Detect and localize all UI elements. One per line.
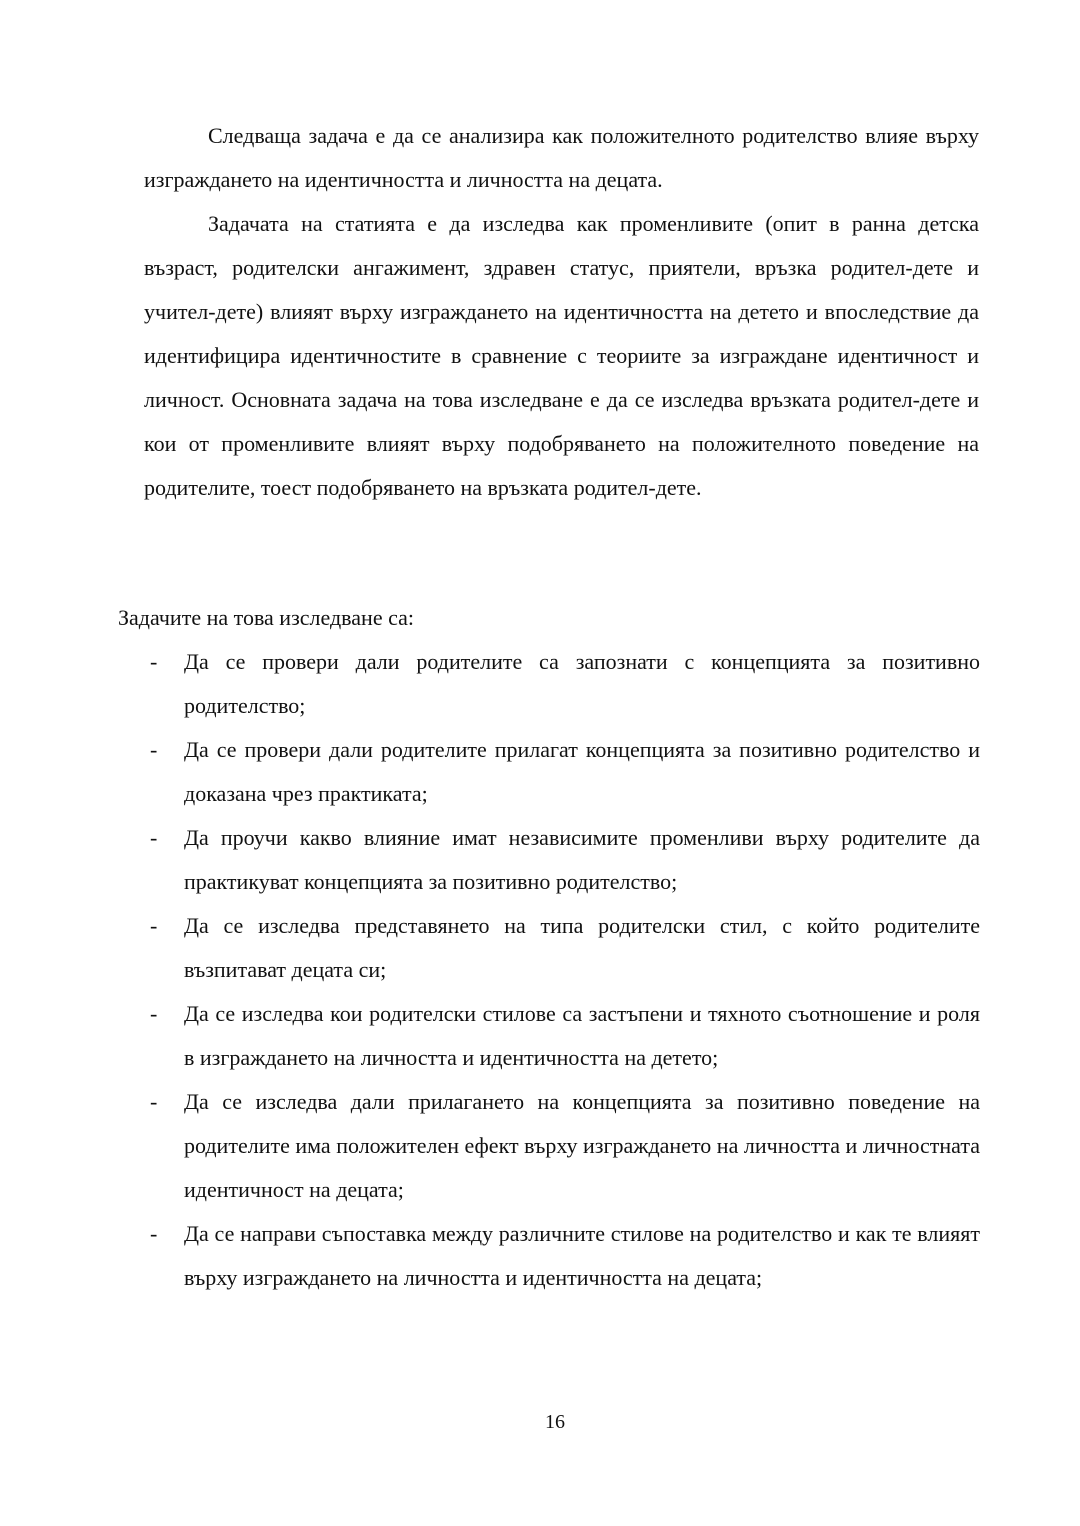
dash-bullet: - bbox=[150, 913, 158, 938]
list-item bbox=[150, 728, 980, 816]
list-item-text: Да се провери дали родителите са запознати с концепцията за позитивно родителство; bbox=[184, 649, 980, 718]
list-item-text: Да се изследва дали прилагането на концепцията за позитивно поведение на родителите има положителен ефект върху изграждането на личността и личностната идентичност на децата; bbox=[184, 1089, 980, 1202]
dash-bullet: - bbox=[150, 1221, 158, 1246]
dash-bullet: - bbox=[150, 1089, 158, 1114]
paragraph-article-task: Задачата на статията е да изследва как променливите (опит в ранна детска възраст, родителски ангажимент, здравен статус, приятели, връзка родител-дете и учител-дете) влияят върху изграждането на идентичността на детето и впоследствие да идентифицира идентичностите в сравнение с теориите за изграждане идентичност и личност. Основната задача на това изследване е да се изследва връзката родител-дете и кои от променливите влияят върху подобряването на положителното поведение на родителите, тоест подобряването на връзката родител-дете. bbox=[144, 211, 979, 500]
list-item bbox=[150, 1080, 980, 1212]
tasks-heading: Задачите на това изследване са: bbox=[118, 605, 414, 630]
list-item-text: Да се изследва представянето на типа родителски стил, с който родителите възпитават децата си; bbox=[184, 913, 980, 982]
list-item-text: Да се направи съпоставка между различните стилове на родителство и как те влияят върху изграждането на личността и идентичността на децата; bbox=[184, 1221, 980, 1290]
list-item bbox=[150, 640, 980, 728]
list-item bbox=[150, 904, 980, 992]
list-item bbox=[150, 816, 980, 904]
dash-bullet: - bbox=[150, 1001, 158, 1026]
tasks-list bbox=[150, 640, 980, 1300]
page-number: 16 bbox=[545, 1411, 565, 1433]
paragraph-intro: Следваща задача е да се анализира как положителното родителство влияе върху изграждането на идентичността и личността на децата. bbox=[144, 123, 979, 192]
dash-bullet: - bbox=[150, 649, 158, 674]
list-item bbox=[150, 992, 980, 1080]
dash-bullet: - bbox=[150, 737, 158, 762]
dash-bullet: - bbox=[150, 825, 158, 850]
list-item-text: Да се изследва кои родителски стилове са застъпени и тяхното съотношение и роля в изграждането на личността и идентичността на детето; bbox=[184, 1001, 980, 1070]
list-item bbox=[150, 1212, 980, 1300]
list-item-text: Да се провери дали родителите прилагат концепцията за позитивно родителство и доказана чрез практиката; bbox=[184, 737, 980, 806]
list-item-text: Да проучи какво влияние имат независимите променливи върху родителите да практикуват концепцията за позитивно родителство; bbox=[184, 825, 980, 894]
